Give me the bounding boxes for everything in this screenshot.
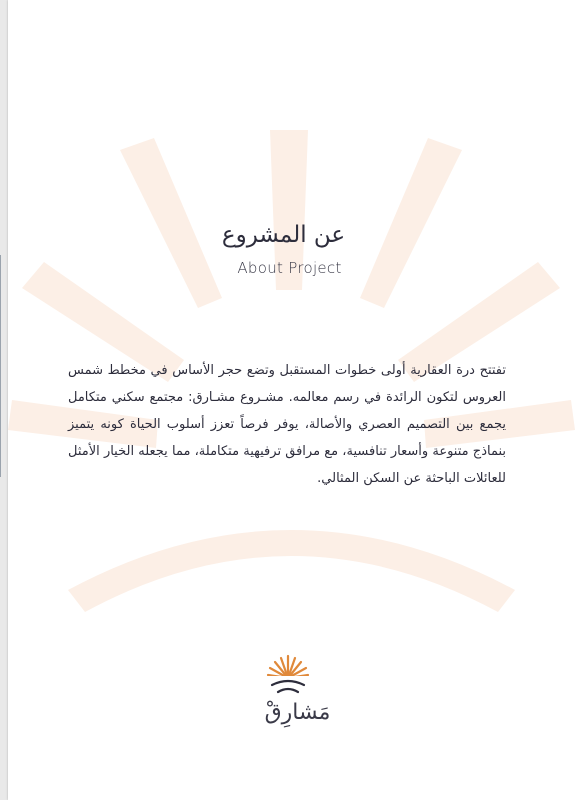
logo-wordmark: مَشارِقْ <box>264 700 331 725</box>
page-title-arabic: عن المشروع <box>221 222 346 248</box>
document-page <box>8 0 575 800</box>
project-description: تفتتح درة العقارية أولى خطوات المستقبل وتضع حجر الأساس في مخطط شمس العروس لتكون الرائدة في رسم معالمه. مشـروع مشـارق: مجتمع سكني متكامل يجمع بين التصميم العصري والأصالة، يوفر فرصاً تعزز أسلوب الحياة كونه يتميز بنماذج متنوعة وأسعار تنافسية، مع مرافق ترفيهية متكاملة، مما يجعله الخيار الأمثل للعائلات الباحثة عن السكن المثالي. <box>68 363 506 486</box>
logo-sun-icon <box>264 652 312 698</box>
page-edge-divider <box>0 255 5 477</box>
page-title-english: About Project <box>237 259 342 277</box>
